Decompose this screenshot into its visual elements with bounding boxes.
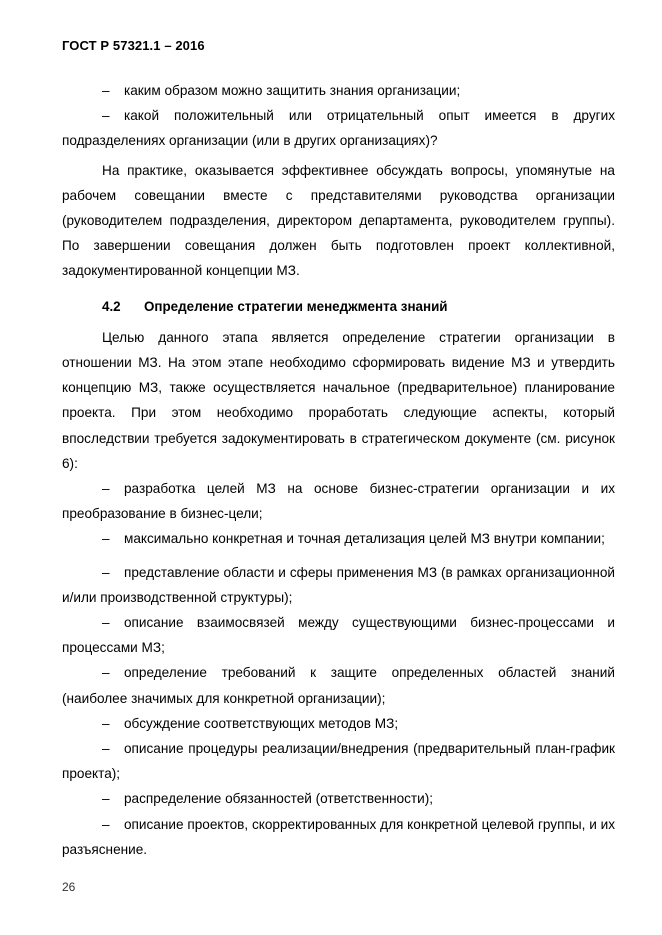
list-dash: –: [102, 665, 110, 681]
section-number: 4.2: [102, 298, 121, 314]
list-item: [62, 103, 615, 153]
list-item-text: описание проектов, скорректированных для конкретной целевой группы, и их разъяснение.: [62, 816, 615, 857]
page-number: 26: [62, 880, 76, 894]
paragraph-practice: На практике, оказывается эффективнее обсуждать вопросы, упомянутые на рабочем совещании вместе с представителями руководства организации (руководителем подразделения, директором департамента, руководителем группы). По завершении совещания должен быть подготовлен проект коллективной, задокументированной концепции МЗ.: [62, 162, 615, 279]
list-item-text: обсуждение соответствующих методов МЗ;: [124, 715, 399, 731]
list-dash: –: [102, 715, 110, 731]
paragraph-goal: Целью данного этапа является определение стратегии организации в отношении МЗ. На этом этапе необходимо сформировать видение МЗ и утвердить концепцию МЗ, также осуществляется начальное (предварительное) планирование проекта. При этом необходимо проработать следующие аспекты, который впоследствии требуется задокументировать в стратегическом документе (см. рисунок 6):: [62, 329, 615, 471]
list-item: [62, 78, 615, 103]
document-header: ГОСТ Р 57321.1 – 2016: [62, 38, 205, 53]
list-item: [62, 660, 615, 710]
list-item-text: описание взаимосвязей между существующими бизнес-процессами и процессами МЗ;: [62, 615, 615, 656]
list-item: [62, 812, 615, 862]
list-item: [62, 476, 615, 526]
list-item: [62, 786, 615, 811]
list-item: [62, 736, 615, 786]
list-dash: –: [102, 108, 110, 124]
list-item: [62, 610, 615, 660]
list-dash: –: [102, 816, 110, 832]
list-dash: –: [102, 791, 110, 807]
list-item: [62, 560, 615, 610]
list-item-text: какой положительный или отрицательный опыт имеется в других подразделениях организации (или в других организациях)?: [62, 108, 615, 149]
list-dash: –: [102, 481, 110, 497]
list-item-text: максимально конкретная и точная детализация целей МЗ внутри компании;: [124, 531, 605, 547]
list-item-text: разработка целей МЗ на основе бизнес-стратегии организации и их преобразование в бизнес-цели;: [62, 481, 615, 522]
section-heading: [62, 294, 615, 319]
list-dash: –: [102, 741, 110, 757]
list-item-text: представление области и сферы применения МЗ (в рамках организационной и/или производственной структуры);: [62, 564, 615, 605]
document-body: [62, 78, 615, 862]
list-item-text: каким образом можно защитить знания организации;: [124, 83, 461, 98]
list-dash: –: [102, 564, 110, 580]
list-item-text: определение требований к защите определенных областей знаний (наиболее значимых для конкретной организации);: [62, 665, 615, 706]
list-item: [62, 526, 615, 551]
section-title: Определение стратегии менеджмента знаний: [144, 298, 448, 314]
list-item-text: распределение обязанностей (ответственности);: [124, 791, 434, 807]
list-item-text: описание процедуры реализации/внедрения (предварительный план-график проекта);: [62, 741, 615, 782]
list-dash: –: [102, 531, 110, 547]
list-dash: –: [102, 83, 110, 98]
list-dash: –: [102, 615, 110, 631]
list-item: [62, 711, 615, 736]
